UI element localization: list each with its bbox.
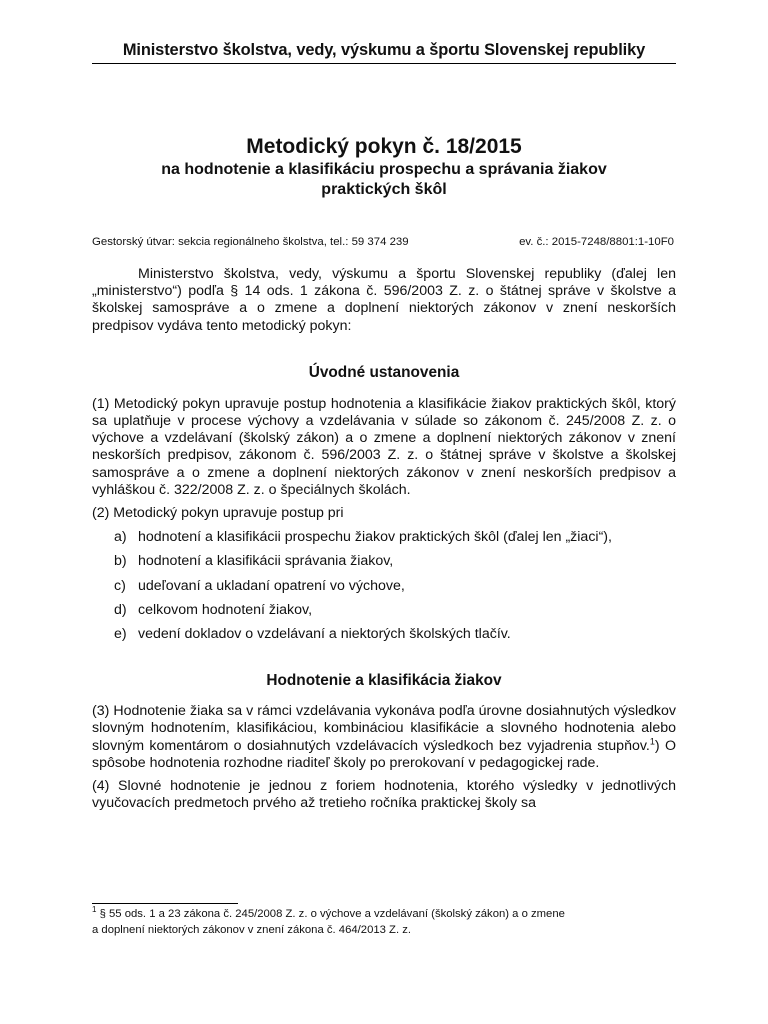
section-heading-introductory: Úvodné ustanovenia (308, 363, 460, 381)
document-meta (92, 236, 676, 248)
gestor-unit: Gestorský útvar: sekcia regionálneho školstva, tel.: 59 374 239 (92, 236, 409, 248)
list-item (114, 553, 676, 570)
provision-list (92, 529, 676, 643)
paragraph-2: (2) Metodický pokyn upravuje postup pri (92, 505, 344, 522)
intro-paragraph: Ministerstvo školstva, vedy, výskumu a športu Slovenskej republiky (ďalej len „ministerstvo“) podľa § 14 ods. 1 zákona č. 596/2003 Z. z. o štátnej správe v školstve a školskej samospráve a o zmene a doplnení niektorých zákonov v znení neskorších predpisov vydáva tento metodický pokyn: (92, 266, 676, 334)
list-item (114, 529, 676, 546)
list-item-letter: b) (114, 553, 127, 570)
list-item-text: hodnotení a klasifikácii správania žiakov, (138, 553, 394, 570)
footnote-text-line1: § 55 ods. 1 a 23 zákona č. 245/2008 Z. z. o výchove a vzdelávaní (školský zákon) a o zmene (96, 908, 565, 920)
footnote-line1 (92, 907, 676, 923)
document-subtitle-line1: na hodnotenie a klasifikáciu prospechu a správania žiakov (161, 161, 607, 178)
list-item (114, 626, 676, 643)
list-item-text: hodnotení a klasifikácii prospechu žiakov praktických škôl (ďalej len „žiaci“), (138, 529, 612, 546)
footnote-divider (92, 903, 238, 904)
list-item-text: celkovom hodnotení žiakov, (138, 601, 313, 618)
list-item (114, 578, 676, 595)
title-block (92, 134, 676, 200)
list-item-text: udeľovaní a ukladaní opatrení vo výchove, (138, 577, 405, 594)
paragraph-3-text: (3) Hodnotenie žiaka sa v rámci vzdelávania vykonáva podľa úrovne dosiahnutých výsledkov slovným hodnotením, klasifikáciou, kombináciou klasifikácie a slovného hodnotenia alebo slovným komentárom o dosiahnutých vzdelávacích výsledkoch bez vyjadrenia stupňov. (92, 703, 676, 754)
reference-number: ev. č.: 2015-7248/8801:1-10F0 (519, 236, 674, 248)
footnote-reference[interactable]: 1 (649, 735, 655, 746)
list-item-letter: a) (114, 529, 127, 546)
list-item (114, 602, 676, 619)
paragraph-1: (1) Metodický pokyn upravuje postup hodnotenia a klasifikácie žiakov praktických škôl, ktorý sa uplatňuje v procese výchovy a vzdelávania v súlade so zákonom č. 245/2008 Z. z. o výchove a vzdelávaní (školský zákon) a o zmene a doplnení niektorých zákonov v znení neskorších predpisov, zákonom č. 596/2003 Z. z. o štátnej správe v školstve a školskej samospráve a o zmene a doplnení niektorých zákonov v znení neskorších predpisov a vyhláškou č. 322/2008 Z. z. o špeciálnych školách. (92, 395, 676, 498)
list-item-letter: c) (114, 577, 126, 594)
document-subtitle-line2: praktických škôl (321, 181, 447, 198)
paragraph-3-text-end: ) O spôsobe hodnotenia rozhodne riaditeľ školy po prerokovaní v pedagogickej rade. (92, 737, 677, 771)
paragraph-4: (4) Slovné hodnotenie je jednou z foriem hodnotenia, ktorého výsledky v jednotlivých vyučovacích predmetoch prvého až tretieho ročníka praktickej školy sa (92, 778, 676, 812)
list-item-letter: e) (114, 626, 127, 643)
section-heading-assessment: Hodnotenie a klasifikácia žiakov (266, 672, 502, 690)
ministry-header: Ministerstvo školstva, vedy, výskumu a športu Slovenskej republiky (92, 41, 676, 64)
list-item-letter: d) (114, 601, 127, 618)
document-title: Metodický pokyn č. 18/2015 (246, 135, 522, 158)
document-body (92, 266, 676, 812)
footnote-text-line2: a doplnení niektorých zákonov v znení zákona č. 464/2013 Z. z. (92, 923, 412, 936)
footnote-number: 1 (92, 905, 97, 915)
list-item-text: vedení dokladov o vzdelávaní a niektorých školských tlačív. (138, 626, 511, 643)
paragraph-3 (92, 703, 676, 772)
footnote (92, 907, 676, 938)
